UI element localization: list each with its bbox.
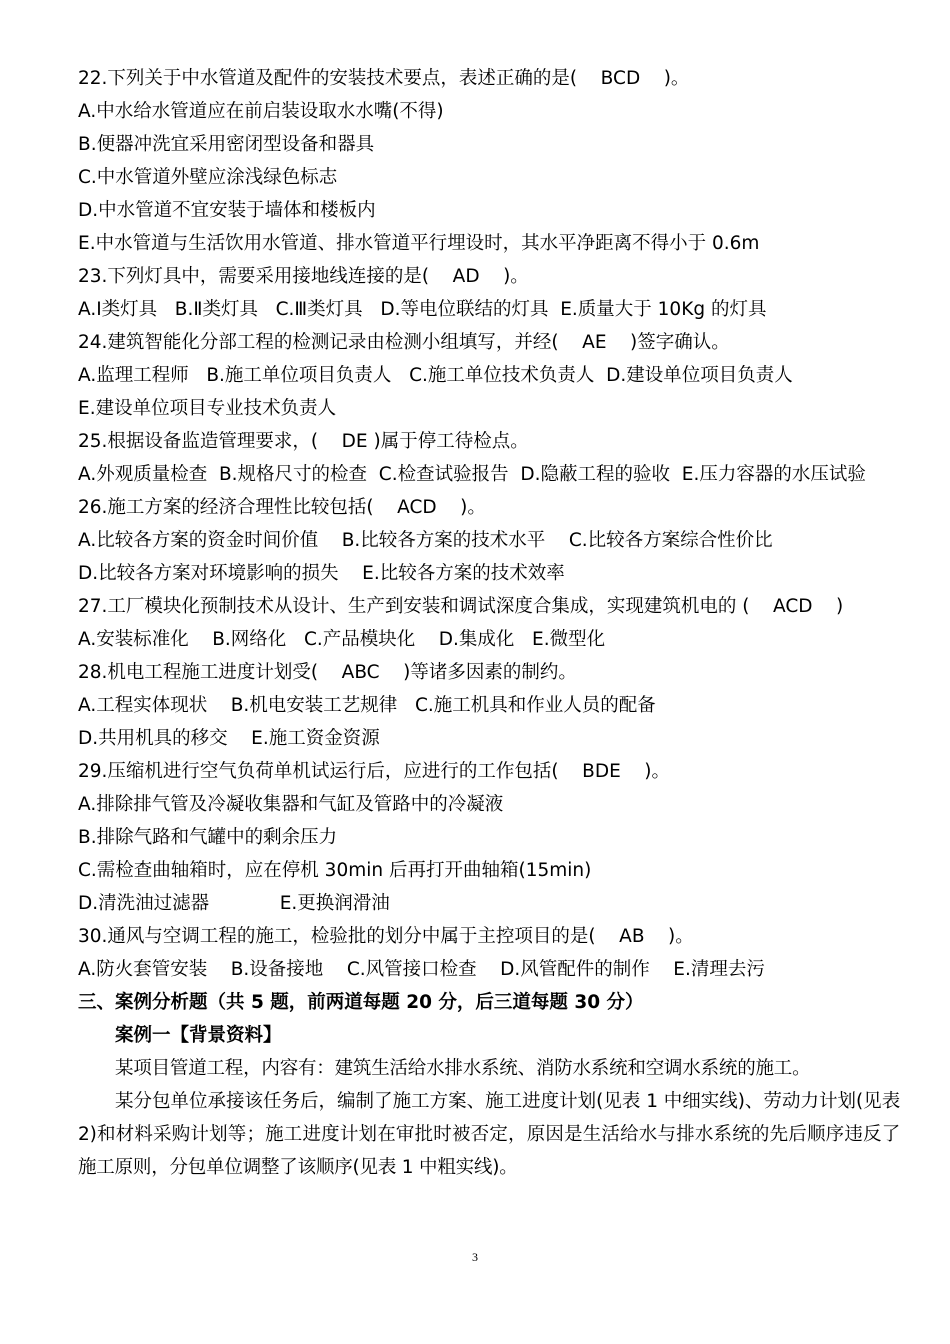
- option-22-e: E.中水管道与生活饮用水管道、排水管道平行埋设时，其水平净距离不得小于 0.6m: [78, 233, 760, 254]
- options-27: A.安装标准化 B.网络化 C.产品模块化 D.集成化 E.微型化: [78, 629, 606, 650]
- question-23: 23.下列灯具中，需要采用接地线连接的是( AD )。: [78, 266, 529, 287]
- options-24-a-d: A.监理工程师 B.施工单位项目负责人 C.施工单位技术负责人 D.建设单位项目负责人: [78, 365, 793, 386]
- option-29-c: C.需检查曲轴箱时，应在停机 30min 后再打开曲轴箱(15min): [78, 860, 592, 881]
- options-26-d-e: D.比较各方案对环境影响的损失 E.比较各方案的技术效率: [78, 563, 565, 584]
- case-heading: 案例一【背景资料】: [115, 1025, 282, 1046]
- options-23: A.Ⅰ类灯具 B.Ⅱ类灯具 C.Ⅲ类灯具 D.等电位联结的灯具 E.质量大于 10Kg 的灯具: [78, 299, 767, 320]
- options-30: A.防火套管安装 B.设备接地 C.风管接口检查 D.风管配件的制作 E.清理去污: [78, 959, 765, 980]
- options-29-d-e: D.清洗油过滤器 E.更换润滑油: [78, 893, 390, 914]
- question-25: 25.根据设备监造管理要求，( DE )属于停工待检点。: [78, 431, 529, 452]
- option-24-e: E.建设单位项目专业技术负责人: [78, 398, 337, 419]
- question-27: 27.工厂模块化预制技术从设计、生产到安装和调试深度合集成，实现建筑机电的 ( ACD ): [78, 596, 844, 617]
- options-28-d-e: D.共用机具的移交 E.施工资金资源: [78, 728, 380, 749]
- question-28: 28.机电工程施工进度计划受( ABC )等诸多因素的制约。: [78, 662, 577, 683]
- question-26: 26.施工方案的经济合理性比较包括( ACD )。: [78, 497, 486, 518]
- option-22-d: D.中水管道不宜安装于墙体和楼板内: [78, 200, 376, 221]
- option-22-c: C.中水管道外壁应涂浅绿色标志: [78, 167, 338, 188]
- option-29-a: A.排除排气管及冷凝收集器和气缸及管路中的冷凝液: [78, 794, 504, 815]
- option-29-b: B.排除气路和气罐中的剩余压力: [78, 827, 338, 848]
- options-28-a-c: A.工程实体现状 B.机电安装工艺规律 C.施工机具和作业人员的配备: [78, 695, 656, 716]
- options-26-a-c: A.比较各方案的资金时间价值 B.比较各方案的技术水平 C.比较各方案综合性价比: [78, 530, 773, 551]
- case-paragraph-2: 某分包单位承接该任务后，编制了施工方案、施工进度计划(见表 1 中细实线)、劳动力计划(见表 2)和材料采购计划等；施工进度计划在审批时被否定，原因是生活给水与排水系统的先后顺序违反了施工原则，分包单位调整了该顺序(见表 1 中粗实线)。: [78, 1091, 900, 1178]
- options-25: A.外观质量检查 B.规格尺寸的检查 C.检查试验报告 D.隐蔽工程的验收 E.压力容器的水压试验: [78, 464, 866, 485]
- option-22-a: A.中水给水管道应在前启装设取水水嘴(不得): [78, 101, 444, 122]
- question-30: 30.通风与空调工程的施工，检验批的划分中属于主控项目的是( AB )。: [78, 926, 694, 947]
- page-number: 3: [472, 1250, 478, 1264]
- question-29: 29.压缩机进行空气负荷单机试运行后，应进行的工作包括( BDE )。: [78, 761, 671, 782]
- question-22: 22.下列关于中水管道及配件的安装技术要点，表述正确的是( BCD )。: [78, 68, 690, 89]
- document-page: [78, 62, 908, 1184]
- case-paragraph-1: 某项目管道工程，内容有：建筑生活给水排水系统、消防水系统和空调水系统的施工。: [115, 1058, 811, 1079]
- question-24: 24.建筑智能化分部工程的检测记录由检测小组填写，并经( AE )签字确认。: [78, 332, 730, 353]
- section-heading: 三、案例分析题（共 5 题，前两道每题 20 分，后三道每题 30 分）: [78, 992, 644, 1013]
- option-22-b: B.便器冲洗宜采用密闭型设备和器具: [78, 134, 375, 155]
